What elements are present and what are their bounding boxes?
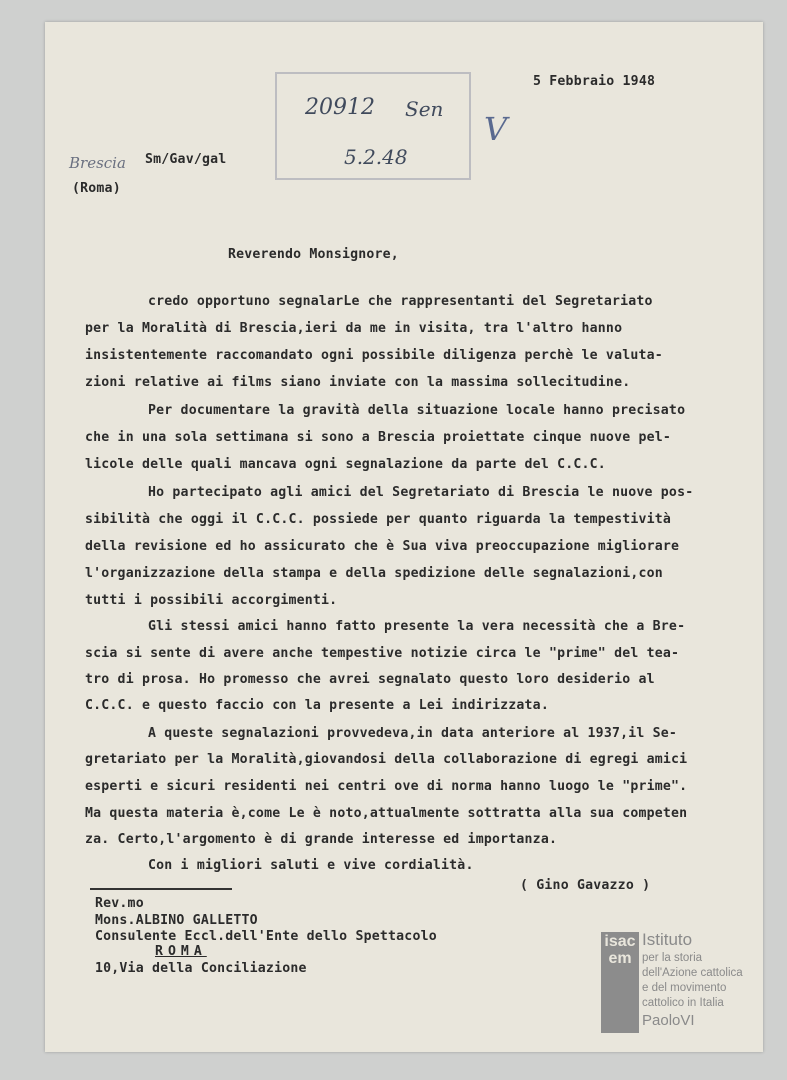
body-line: A queste segnalazioni provvedeva,in data anteriore al 1937,il Se- <box>148 726 678 741</box>
salutation: Reverendo Monsignore, <box>228 247 399 262</box>
logo-line: cattolico in Italia <box>642 997 724 1009</box>
typed-place: (Roma) <box>72 181 121 196</box>
body-line: che in una sola settimana si sono a Brescia proiettate cinque nuove pel- <box>85 430 672 445</box>
body-line: credo opportuno segnalarLe che rappresentanti del Segretariato <box>148 294 653 309</box>
body-line: Ho partecipato agli amici del Segretariato di Brescia le nuove pos- <box>148 485 694 500</box>
recipient-role: Consulente Eccl.dell'Ente dello Spettacolo <box>95 929 437 944</box>
body-line: C.C.C. e questo faccio con la presente a Lei indirizzata. <box>85 698 549 713</box>
recipient-address: 10,Via della Conciliazione <box>95 961 307 976</box>
logo-line: e del movimento <box>642 982 727 994</box>
body-line: sibilità che oggi il C.C.C. possiede per quanto riguarda la tempestività <box>85 512 672 527</box>
signature: ( Gino Gavazzo ) <box>520 878 651 893</box>
body-line: licole delle quali mancava ogni segnalazione da parte del C.C.C. <box>85 457 606 472</box>
logo-line: per la storia <box>642 952 703 964</box>
body-line: Ma questa materia è,come Le è noto,attualmente sottratta alla sua competen <box>85 806 688 821</box>
body-line: za. Certo,l'argomento è di grande interesse ed importanza. <box>85 832 558 847</box>
body-line: l'organizzazione della stampa e della spedizione delle segnalazioni,con <box>85 566 663 581</box>
recipient-title: Rev.mo <box>95 896 144 911</box>
divider <box>90 888 232 890</box>
body-line: per la Moralità di Brescia,ieri da me in visita, tra l'altro hanno <box>85 321 623 336</box>
recipient-city: ROMA <box>155 944 207 959</box>
body-line: tutti i possibili accorgimenti. <box>85 593 338 608</box>
letter-date: 5 Febbraio 1948 <box>533 74 656 89</box>
body-line: della revisione ed ho assicurato che è Sua viva preoccupazione migliorare <box>85 539 680 554</box>
stamp-date: 5.2.48 <box>344 145 408 169</box>
recipient-name: Mons.ALBINO GALLETTO <box>95 913 258 928</box>
reference-code: Sm/Gav/gal <box>145 152 227 167</box>
isacem-logo <box>601 932 639 1033</box>
check-mark: V <box>484 110 508 148</box>
body-line: esperti e sicuri residenti nei centri ove di norma hanno luogo le "prime". <box>85 779 688 794</box>
body-line: scia si sente di avere anche tempestive notizie circa le "prime" del tea- <box>85 646 680 661</box>
logo-line: dell'Azione cattolica <box>642 967 743 979</box>
body-line: insistentemente raccomandato ogni possibile diligenza perchè le valuta- <box>85 348 663 363</box>
stamp-initials: Sen <box>405 97 444 121</box>
body-line: zioni relative ai films siano inviate con la massima sollecitudine. <box>85 375 631 390</box>
stamp-number: 20912 <box>305 95 375 120</box>
body-line: Con i migliori saluti e vive cordialità. <box>148 858 474 873</box>
logo-line: PaoloVI <box>642 1012 695 1029</box>
body-line: gretariato per la Moralità,giovandosi della collaborazione di egregi amici <box>85 752 688 767</box>
body-line: Gli stessi amici hanno fatto presente la vera necessità che a Bre- <box>148 619 686 634</box>
body-line: tro di prosa. Ho promesso che avrei segnalato questo loro desiderio al <box>85 672 655 687</box>
logo-title: Istituto <box>642 930 693 949</box>
handwritten-place: Brescia <box>69 154 126 172</box>
body-line: Per documentare la gravità della situazione locale hanno precisato <box>148 403 686 418</box>
logo-letters: isacem <box>604 933 636 967</box>
